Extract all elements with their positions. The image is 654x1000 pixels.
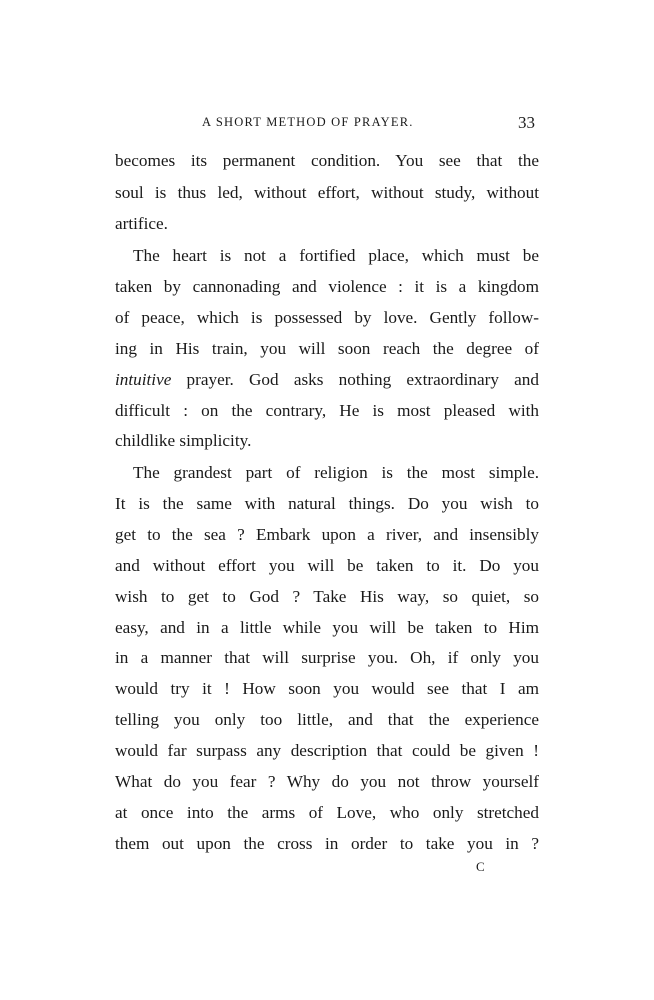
text-line: of peace, which is possessed by love. Gently follow- (115, 308, 539, 327)
text-line: at once into the arms of Love, who only stretched (115, 803, 539, 822)
text-line: would far surpass any description that could be given ! (115, 741, 539, 760)
text-line: difficult : on the contrary, He is most pleased with (115, 401, 539, 420)
text-line: would try it ! How soon you would see that I am (115, 679, 539, 698)
text-line: It is the same with natural things. Do you wish to (115, 494, 539, 513)
text-line: get to the sea ? Embark upon a river, and insensibly (115, 525, 539, 544)
italic-word: intuitive (115, 370, 172, 389)
text-line: becomes its permanent condition. You see that the (115, 151, 539, 170)
text-line: childlike simplicity. (115, 431, 252, 450)
text-line: The grandest part of religion is the most simple. (133, 463, 539, 482)
signature-mark: C (476, 859, 486, 874)
text-line: telling you only too little, and that the experience (115, 710, 539, 729)
text-line: and without effort you will be taken to it. Do you (115, 556, 539, 575)
text-line: taken by cannonading and violence : it is a kingdom (115, 277, 539, 296)
text-line: wish to get to God ? Take His way, so quiet, so (115, 587, 539, 606)
text-line: ing in His train, you will soon reach the degree of (115, 339, 539, 358)
text-line: The heart is not a fortified place, which must be (133, 246, 539, 265)
text-line: in a manner that will surprise you. Oh, if only you (115, 648, 539, 667)
text-line: them out upon the cross in order to take you in ? (115, 834, 539, 853)
text-line-rest: prayer. God asks nothing extraordinary and (186, 370, 539, 389)
text-line: soul is thus led, without effort, without study, without (115, 183, 539, 202)
text-line: What do you fear ? Why do you not throw yourself (115, 772, 539, 791)
text-line-with-italic (115, 370, 539, 390)
running-title: A SHORT METHOD OF PRAYER. (202, 115, 414, 129)
page-number: 33 (518, 113, 535, 132)
text-line: easy, and in a little while you will be taken to Him (115, 618, 539, 637)
text-line: artifice. (115, 214, 168, 233)
